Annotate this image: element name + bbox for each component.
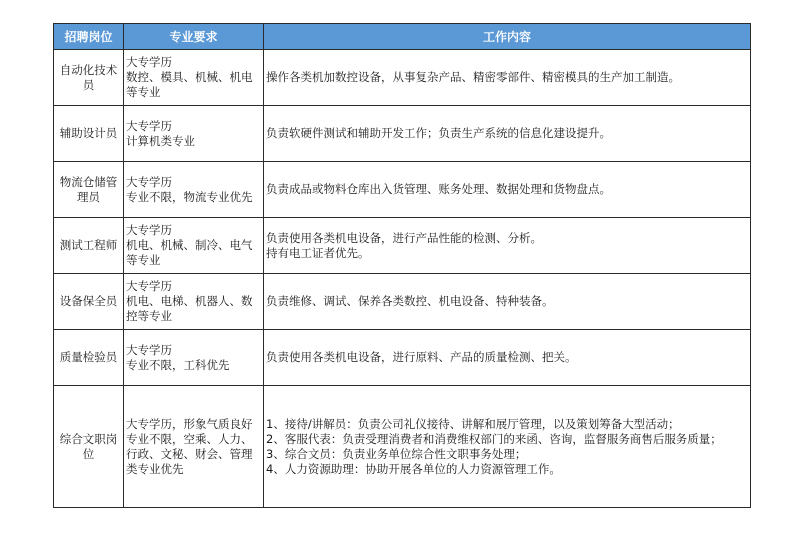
position-cell-line: 位 <box>82 446 95 461</box>
requirement-cell <box>124 106 264 162</box>
content-cell-line: 操作各类机加数控设备，从事复杂产品、精密零部件、精密模具的生产加工制造。 <box>266 70 680 84</box>
requirement-cell-line: 等专业 <box>126 253 161 267</box>
position-cell <box>54 274 124 330</box>
position-cell <box>54 162 124 218</box>
requirement-cell-line: 大专学历 <box>126 279 172 293</box>
position-cell-line: 理员 <box>77 189 100 204</box>
position-cell <box>54 106 124 162</box>
position-cell <box>54 330 124 386</box>
requirement-cell <box>124 162 264 218</box>
position-cell-line: 物流仓储管 <box>59 174 118 189</box>
requirement-cell-line: 大专学历 <box>126 223 172 237</box>
requirement-cell <box>124 274 264 330</box>
table-row <box>54 50 751 106</box>
requirement-cell-line: 机电、机械、制冷、电气 <box>126 238 253 252</box>
requirement-cell <box>124 50 264 106</box>
position-cell-line: 辅助设计员 <box>59 126 118 140</box>
requirement-cell-line: 大专学历 <box>126 342 172 357</box>
table-row <box>54 386 751 508</box>
position-cell-line: 质量检验员 <box>59 350 118 364</box>
table-row <box>54 106 751 162</box>
requirement-cell-line: 控等专业 <box>126 309 172 323</box>
requirement-cell-line: 大专学历，形象气质良好 <box>126 416 253 431</box>
table-row <box>54 218 751 274</box>
requirement-cell <box>124 330 264 386</box>
content-cell-line: 负责维修、调试、保养各类数控、机电设备、特种装备。 <box>266 294 554 308</box>
content-cell <box>264 218 751 274</box>
requirement-cell-line: 大专学历 <box>126 118 172 133</box>
content-cell <box>264 106 751 162</box>
requirement-cell-line: 专业不限，空乘、人力、 <box>126 431 253 446</box>
content-cell <box>264 162 751 218</box>
content-cell-line: 负责软硬件测试和辅助开发工作；负责生产系统的信息化建设提升。 <box>266 126 611 140</box>
header-position: 招聘岗位 <box>54 24 124 50</box>
requirement-cell-line: 类专业优先 <box>126 461 184 476</box>
content-cell <box>264 50 751 106</box>
position-cell-line: 测试工程师 <box>59 238 118 252</box>
requirement-cell-line: 专业不限，物流专业优先 <box>126 189 253 204</box>
position-cell <box>54 218 124 274</box>
table-row <box>54 274 751 330</box>
header-content: 工作内容 <box>264 24 751 50</box>
table-row <box>54 162 751 218</box>
content-cell-line: 4、人力资源助理：协助开展各单位的人力资源管理工作。 <box>266 461 561 476</box>
requirement-cell <box>124 386 264 508</box>
content-cell-line: 负责成品或物料仓库出入货管理、账务处理、数据处理和货物盘点。 <box>266 182 611 196</box>
content-cell-line: 负责使用各类机电设备，进行产品性能的检测、分析。 <box>266 230 542 245</box>
content-cell-line: 3、综合文员：负责业务单位综合性文职事务处理； <box>266 446 527 461</box>
content-cell <box>264 330 751 386</box>
position-cell-line: 综合文职岗 <box>59 431 118 446</box>
requirement-cell-line: 机电、电梯、机器人、数 <box>126 294 253 308</box>
requirement-cell-line: 专业不限，工科优先 <box>126 357 230 372</box>
table-row <box>54 330 751 386</box>
content-cell-line: 负责使用各类机电设备，进行原料、产品的质量检测、把关。 <box>266 350 577 364</box>
content-cell <box>264 386 751 508</box>
header-requirement: 专业要求 <box>124 24 264 50</box>
position-cell-line: 员 <box>82 77 95 92</box>
position-cell-line: 设备保全员 <box>59 294 118 308</box>
position-cell <box>54 50 124 106</box>
position-cell-line: 自动化技术 <box>59 62 118 77</box>
requirement-cell-line: 计算机类专业 <box>126 133 195 148</box>
table-header-row <box>54 24 751 50</box>
requirement-cell-line: 等专业 <box>126 85 161 99</box>
recruitment-table <box>53 23 751 508</box>
content-cell <box>264 274 751 330</box>
requirement-cell-line: 数控、模具、机械、机电 <box>126 70 253 84</box>
requirement-cell-line: 大专学历 <box>126 174 172 189</box>
requirement-cell <box>124 218 264 274</box>
position-cell <box>54 386 124 508</box>
content-cell-line: 2、客服代表：负责受理消费者和消费维权部门的来函、咨询，监督服务商售后服务质量； <box>266 431 722 446</box>
requirement-cell-line: 行政、文秘、财会、管理 <box>126 446 253 461</box>
requirement-cell-line: 大专学历 <box>126 55 172 69</box>
content-cell-line: 1、接待/讲解员：负责公司礼仪接待、讲解和展厅管理，以及策划筹备大型活动； <box>266 416 680 431</box>
content-cell-line: 持有电工证者优先。 <box>266 245 370 260</box>
